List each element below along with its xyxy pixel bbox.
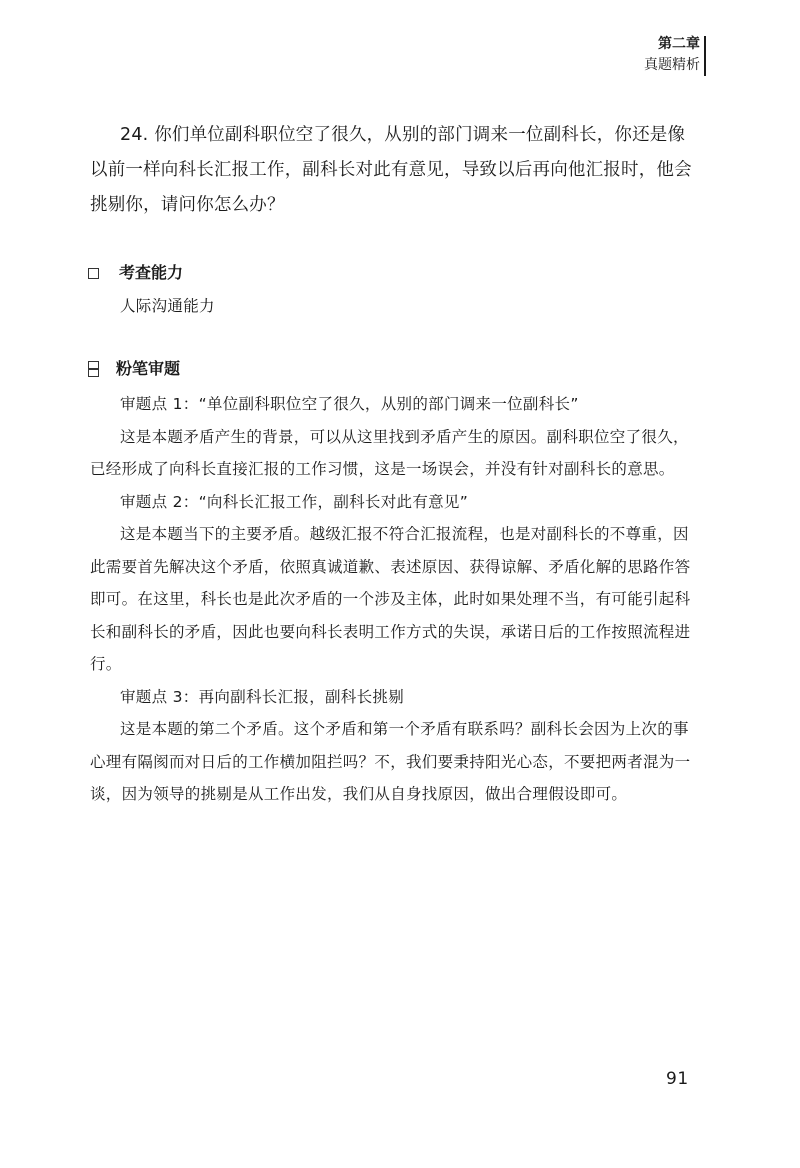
ability-heading-label: 考查能力: [119, 263, 184, 282]
header-rule: [704, 36, 706, 76]
analysis-point-2: 审题点 2：“向科长汇报工作，副科长对此有意见”: [120, 492, 469, 511]
analysis-heading-label: 粉笔审题: [116, 359, 181, 378]
square-bullet-icon: [88, 268, 99, 279]
analysis-heading: [88, 358, 180, 380]
chapter-title: 第二章: [658, 36, 700, 52]
question-text: 24. 你们单位副科职位空了很久，从别的部门调来一位副科长，你还是像以前一样向科长汇报工作，副科长对此有意见，导致以后再向他汇报时，他会挑剔你，请问你怎么办？: [90, 125, 692, 215]
analysis-section: [90, 388, 700, 811]
chapter-subtitle: 真题精析: [644, 57, 700, 73]
analysis-body-2: 这是本题当下的主要矛盾。越级汇报不符合汇报流程，也是对副科长的不尊重，因此需要首先解决这个矛盾，依照真诚道歉、表述原因、获得谅解、矛盾化解的思路作答即可。在这里，科长也是此次矛盾的一个涉及主体，此时如果处理不当，有可能引起科长和副科长的矛盾，因此也要向科长表明工作方式的失误，承诺日后的工作按照流程进行。: [90, 525, 691, 673]
stacked-boxes-icon: [88, 361, 99, 377]
ability-text: 人际沟通能力: [120, 297, 215, 315]
running-header: [644, 34, 700, 76]
analysis-point-1: 审题点 1：“单位副科职位空了很久，从别的部门调来一位副科长”: [120, 395, 579, 413]
analysis-body-1: 这是本题矛盾产生的背景，可以从这里找到矛盾产生的原因。副科职位空了很久，已经形成了向科长直接汇报的工作习惯，这是一场误会，并没有针对副科长的意思。: [90, 427, 689, 478]
ability-heading: [88, 262, 183, 284]
page-number: 91: [666, 1069, 689, 1089]
ability-section: [90, 290, 700, 323]
analysis-body-3: 这是本题的第二个矛盾。这个矛盾和第一个矛盾有联系吗？副科长会因为上次的事心理有隔阂而对日后的工作横加阻拦吗？不，我们要秉持阳光心态，不要把两者混为一谈，因为领导的挑剔是从工作出发，我们从自身找原因，做出合理假设即可。: [90, 720, 691, 803]
analysis-point-3: 审题点 3：再向副科长汇报，副科长挑剔: [120, 687, 404, 706]
